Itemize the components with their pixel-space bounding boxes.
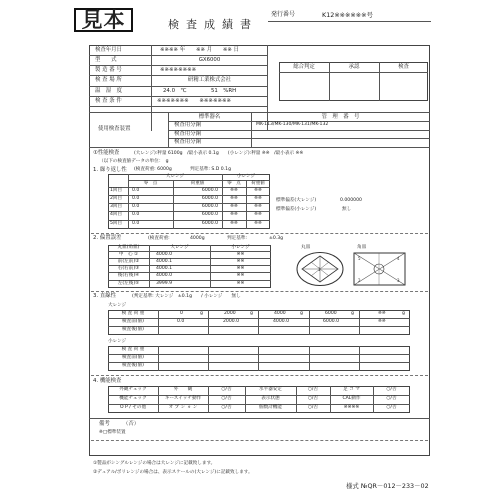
eccentric-load-label: (検査荷重: bbox=[148, 236, 170, 241]
big-range-header: 大レンジ bbox=[170, 245, 189, 250]
pan-shape-header: 丸皿(角皿) bbox=[117, 245, 140, 250]
col-zero: 零 点 bbox=[143, 181, 158, 186]
issue-number-value: K12※※※※※※号 bbox=[322, 11, 373, 19]
label-conditions: 検 査 条 件 bbox=[95, 98, 122, 104]
approval-header: 承認 bbox=[348, 64, 360, 70]
item-option: オ プ シ ョ ン bbox=[168, 405, 198, 410]
table-cell: ※※ bbox=[230, 212, 238, 217]
eccentric-load: 4000g bbox=[190, 236, 205, 241]
linearity-small-row-after: 検査後(値) bbox=[122, 363, 144, 368]
repeatability-load: (検査荷重: 6000g bbox=[134, 167, 172, 172]
standard-name-2: 検査用分銅 bbox=[174, 131, 201, 137]
table-cell: ※※ bbox=[378, 319, 386, 324]
table-cell: 3999.9 bbox=[156, 281, 173, 286]
table-cell: 6000.0 bbox=[201, 212, 218, 217]
round-pan-diagram bbox=[296, 251, 344, 287]
table-cell: g bbox=[200, 311, 203, 316]
sample-stamp: 見本 bbox=[74, 8, 133, 32]
table-cell: ※※ bbox=[230, 188, 238, 193]
result-option: ○/否 bbox=[221, 405, 232, 410]
linearity-title: 3. 直線性 bbox=[93, 293, 117, 299]
square-pan-diagram bbox=[352, 251, 407, 287]
table-cell: 2000 bbox=[224, 311, 236, 316]
sd-small-label: 標準偏差(小レンジ) bbox=[276, 207, 317, 212]
table-cell: ※※ bbox=[230, 221, 238, 226]
document-title: 検査成績書 bbox=[168, 18, 258, 31]
table-cell: 6000 bbox=[325, 311, 337, 316]
table-cell: ※※ bbox=[236, 252, 245, 257]
result-other: ○/否 bbox=[386, 405, 397, 410]
label-inspection-date: 検査年月日 bbox=[95, 47, 122, 53]
table-cell: ※※ bbox=[230, 196, 238, 201]
eccentric-criterion-label: 判定基準: bbox=[227, 236, 247, 241]
serial-value: ※※※※※※※※ bbox=[160, 67, 197, 73]
table-cell: 0.0 bbox=[132, 204, 140, 209]
table-cell: g bbox=[250, 311, 253, 316]
table-cell: 4000.1 bbox=[156, 266, 173, 271]
table-cell: 6000.0 bbox=[201, 196, 218, 201]
svg-text:5: 5 bbox=[358, 256, 361, 261]
range-spec: (大レンジ):秤量 6100g /最小表示 0.1g (小レンジ):秤量 ※※ /最小表示 ※※ bbox=[134, 151, 304, 156]
remarks-mark: （否） bbox=[123, 421, 140, 427]
item-appearance: 外 観 bbox=[173, 387, 193, 392]
humidity-value: 51 %RH bbox=[211, 88, 237, 94]
performance-heading: ①性能検査 bbox=[93, 150, 120, 156]
table-cell: 0.0 bbox=[177, 319, 185, 324]
label-temp-humidity: 温 湿 度 bbox=[95, 88, 122, 94]
linearity-small-row-before: 検査前(値) bbox=[122, 355, 144, 360]
result-level: ○/否 bbox=[307, 387, 319, 392]
table-cell: ※※ bbox=[254, 212, 262, 217]
check-exterior: 外観チェック bbox=[119, 387, 147, 392]
result-appearance: ○/否 bbox=[221, 387, 232, 392]
table-row: 左(左後)⑤ bbox=[117, 281, 140, 286]
table-cell: ※※ bbox=[378, 311, 386, 316]
table-cell: ※※ bbox=[254, 221, 262, 226]
label-place: 検 査 場 所 bbox=[95, 77, 122, 83]
linearity-row-load: 検 査 荷 重 bbox=[121, 311, 145, 316]
overall-judgement-header: 総合判定 bbox=[293, 64, 315, 70]
result-count: ○/否 bbox=[307, 405, 319, 410]
remarks-label: 備考 bbox=[99, 421, 110, 427]
table-cell: ※※ bbox=[254, 204, 262, 209]
eccentric-title: 2. 偏置誤差 bbox=[93, 235, 122, 241]
control-number-header: 管 理 番 号 bbox=[321, 114, 360, 120]
svg-text:2: 2 bbox=[358, 278, 361, 283]
table-cell: 0 bbox=[180, 311, 183, 316]
table-cell: 0.0 bbox=[132, 221, 140, 226]
linearity-small-row-load: 検 査 荷 重 bbox=[121, 347, 145, 352]
linearity-small-label: 小レンジ bbox=[108, 339, 127, 344]
svg-text:3: 3 bbox=[397, 278, 400, 283]
table-cell: 2000.0 bbox=[223, 319, 240, 324]
table-cell: 6000.0 bbox=[201, 221, 218, 226]
repeatability-criterion: 判定基準: S.D 0.1g bbox=[190, 167, 231, 172]
small-range-header: 小レンジ bbox=[231, 245, 250, 250]
linearity-row-before: 検査前(値) bbox=[122, 319, 144, 324]
table-cell: 6000.0 bbox=[201, 188, 218, 193]
label-serial: 製 造 番 号 bbox=[95, 67, 122, 73]
item-cal: CAL動作 bbox=[342, 396, 361, 401]
round-pan-label: 丸皿 bbox=[301, 245, 311, 250]
result-feet: ○/否 bbox=[386, 387, 397, 392]
eccentric-criterion: ±0.3g bbox=[269, 236, 284, 241]
check-options: O P / その他 bbox=[119, 405, 147, 410]
col-load: 荷重値 bbox=[190, 181, 205, 186]
item-other: ※※※※ bbox=[343, 405, 360, 410]
sd-big-value: 0.000000 bbox=[340, 198, 362, 203]
table-cell: 4000.1 bbox=[156, 259, 173, 264]
sd-small-value: 無し bbox=[342, 207, 352, 212]
table-cell: g bbox=[300, 311, 303, 316]
col-load-small: 荷重値 bbox=[251, 181, 265, 186]
svg-text:1: 1 bbox=[318, 267, 321, 272]
result-keys: ○/否 bbox=[221, 396, 232, 401]
table-cell: 4000.0 bbox=[273, 319, 290, 324]
conditions-value: ※※※※※※※ ※※※※※※※ bbox=[157, 98, 232, 104]
table-row: 5回目 bbox=[110, 221, 123, 226]
table-cell: ※※ bbox=[230, 204, 238, 209]
table-cell: 0.0 bbox=[132, 212, 140, 217]
table-row: 1回目 bbox=[110, 188, 123, 193]
table-cell: ※※ bbox=[236, 273, 245, 278]
check-function: 機能チェック bbox=[119, 396, 147, 401]
small-range-header: 小レンジ bbox=[236, 174, 256, 179]
table-cell: ※※ bbox=[236, 266, 245, 271]
table-row: 後(右後)④ bbox=[117, 273, 140, 278]
table-row: 右(右前)③ bbox=[117, 266, 140, 271]
item-keys: キースイッチ動作 bbox=[164, 396, 202, 401]
table-cell: 4000 bbox=[274, 311, 286, 316]
linearity-row-after: 検査後(値) bbox=[122, 327, 144, 332]
function-title: 4. 機能検査 bbox=[93, 378, 122, 384]
temperature-value: 24.0 ℃ bbox=[163, 88, 187, 94]
control-number-1: MK-113/MK-130/MK-131/MK-132 bbox=[256, 122, 329, 127]
result-cal: ○/否 bbox=[386, 396, 397, 401]
item-level: 水平器安定 bbox=[259, 387, 282, 392]
col-zero-small: 零 点 bbox=[227, 181, 241, 186]
table-cell: g bbox=[402, 311, 405, 316]
table-cell: g bbox=[351, 311, 354, 316]
table-cell: ※※ bbox=[254, 188, 262, 193]
unit-note: （以下の検査値データの単位： g bbox=[99, 159, 169, 164]
issue-number-label: 発行番号 bbox=[271, 11, 296, 18]
table-cell: ※※ bbox=[236, 281, 245, 286]
table-row: 中 心 ① bbox=[118, 252, 139, 257]
big-range-header: 大レンジ bbox=[165, 174, 185, 179]
standards-label: 使用検査装置 bbox=[98, 126, 131, 132]
inspection-date: ※※※※ 年 ※※ 月 ※※ 日 bbox=[160, 47, 240, 53]
table-cell: 0.0 bbox=[132, 188, 140, 193]
standard-name-1: 検査用分銅 bbox=[174, 122, 201, 128]
model-value: GX6000 bbox=[198, 57, 221, 63]
item-count: 個数計機能 bbox=[259, 405, 282, 410]
table-cell: 0.0 bbox=[132, 196, 140, 201]
result-display: ○/否 bbox=[307, 396, 319, 401]
repeatability-title: 1. 繰り返し性 bbox=[93, 167, 127, 173]
table-cell: ※※ bbox=[254, 196, 262, 201]
footnote-1: ①製品がシングルレンジの場合は大レンジに記載致します。 bbox=[93, 461, 216, 466]
item-feet: 足 コ マ bbox=[343, 387, 360, 392]
standard-name-3: 検査用分銅 bbox=[174, 139, 201, 145]
table-cell: 4000.0 bbox=[156, 273, 173, 278]
linearity-big-label: 大レンジ bbox=[108, 303, 127, 308]
remarks-footnote: ※□標準装置 bbox=[99, 430, 126, 435]
footnote-2: ②デュアル/ポリレンジの場合は、表示スケールの(大レンジ)に記載致します。 bbox=[93, 470, 253, 475]
item-display: 表示状態 bbox=[261, 396, 280, 401]
linearity-criterion: (判定基準: 大レンジ ±0.1g / 小レンジ 無し bbox=[132, 294, 241, 299]
place-value: 研精工業株式会社 bbox=[187, 77, 232, 83]
standard-name-header: 標準器名 bbox=[198, 114, 221, 120]
table-cell: 6000.0 bbox=[323, 319, 340, 324]
label-model: 型 式 bbox=[95, 57, 117, 63]
inspector-header: 検査 bbox=[398, 64, 409, 70]
square-pan-label: 角皿 bbox=[357, 245, 367, 250]
table-cell: 4000.0 bbox=[156, 252, 173, 257]
svg-text:4: 4 bbox=[397, 256, 400, 261]
table-cell: 6000.0 bbox=[201, 204, 218, 209]
table-row: 4回目 bbox=[110, 212, 123, 217]
table-row: 2回目 bbox=[110, 196, 123, 201]
table-cell: ※※ bbox=[236, 259, 245, 264]
sd-big-label: 標準偏差(大レンジ) bbox=[276, 198, 317, 203]
table-row: 3回目 bbox=[110, 204, 123, 209]
table-row: 前(左前)② bbox=[117, 259, 140, 264]
form-number: 様式 №QR－012－233－02 bbox=[346, 482, 429, 490]
